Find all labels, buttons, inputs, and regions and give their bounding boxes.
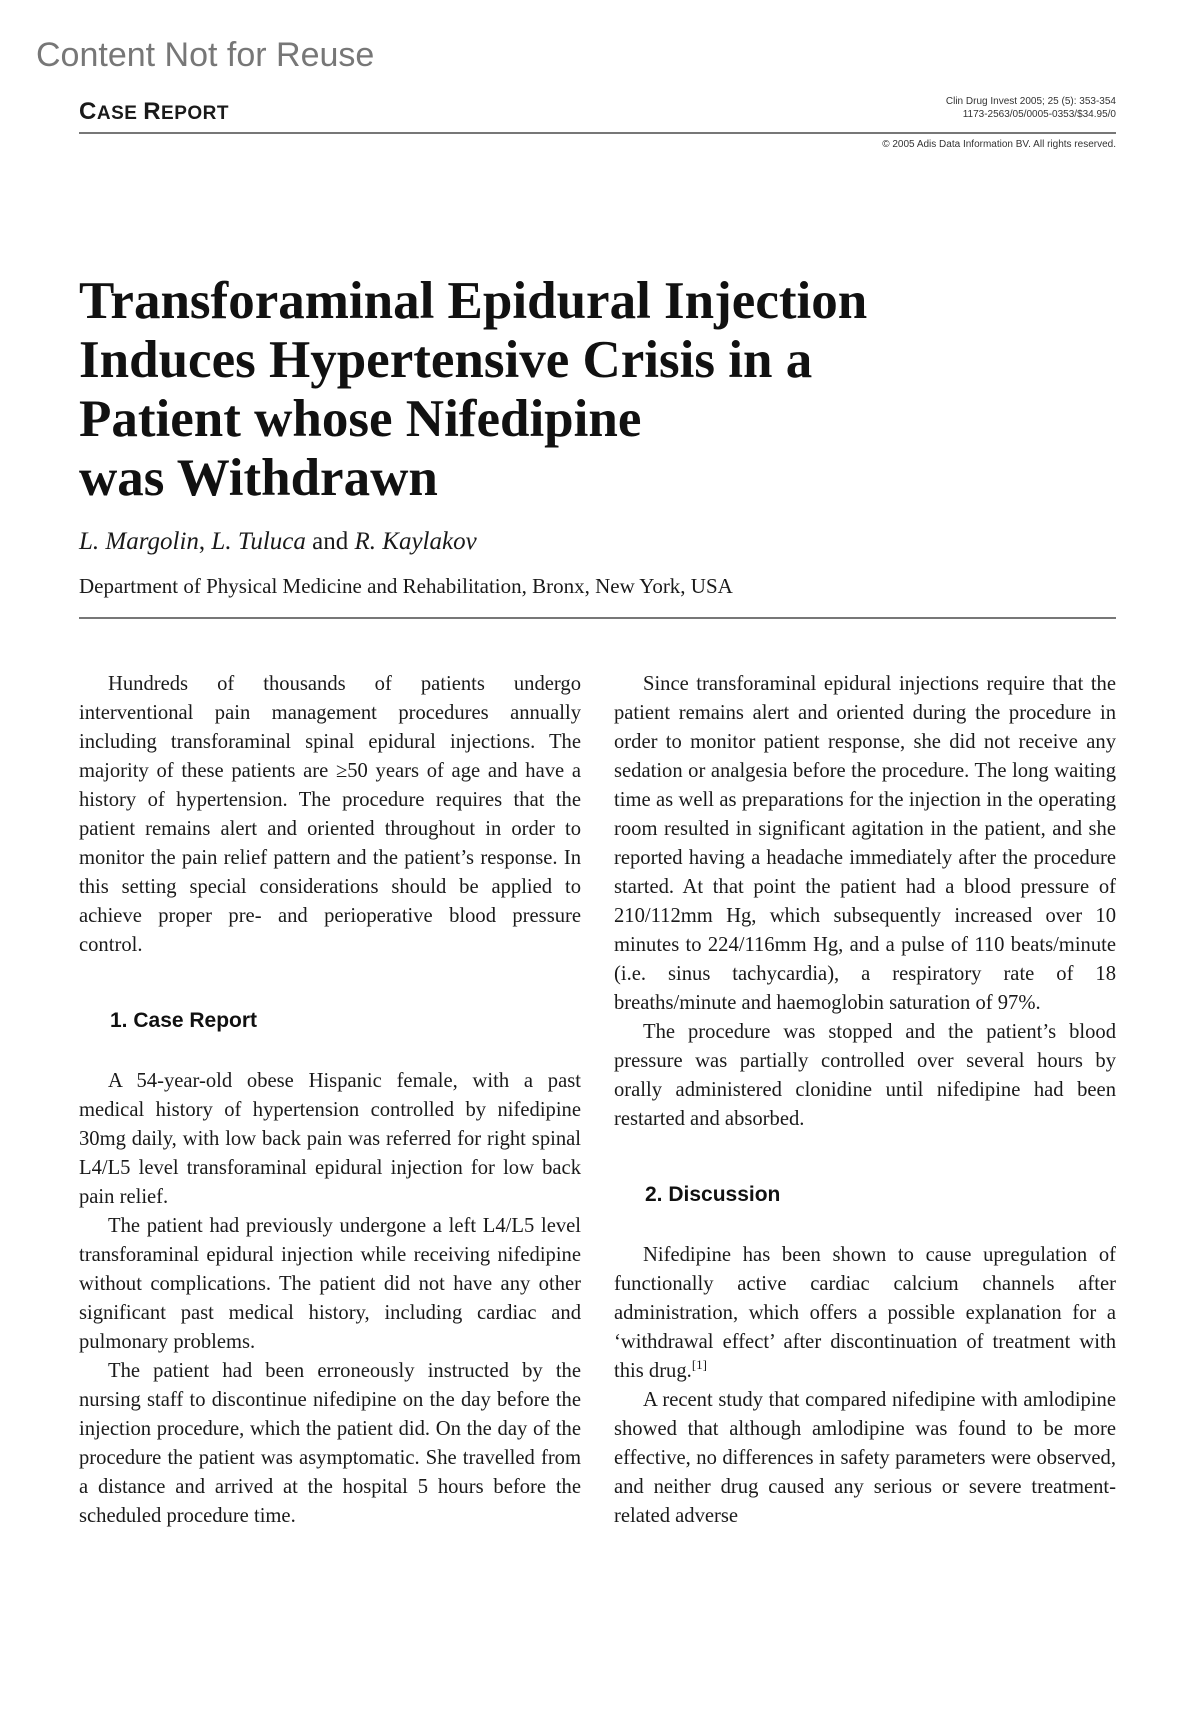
reference-marker: [1] xyxy=(691,1357,707,1373)
author-2: L. Tuluca xyxy=(211,528,306,555)
author-1: L. Margolin xyxy=(79,528,199,555)
discussion-paragraph-1: Nifedipine has been shown to cause upregulation of functionally active cardiac calcium channels after administration, which offers a possible explanation for a ‘withdrawal effect’ after discontinuation of treatment with this drug.[1] xyxy=(614,1244,1116,1382)
copyright-notice: © 2005 Adis Data Information BV. All rights reserved. xyxy=(882,139,1116,150)
left-column xyxy=(79,670,581,1531)
title-block-rule xyxy=(79,617,1116,619)
title-line-4: was Withdrawn xyxy=(79,449,438,507)
title-line-2: Induces Hypertensive Crisis in a xyxy=(79,331,813,389)
discussion-paragraph-2: A recent study that compared nifedipine with amlodipine showed that although amlodipine was found to be more effective, no differences in safety parameters were observed, and neither drug caused any serious or severe treatment-related adverse xyxy=(614,1389,1116,1527)
section-heading-discussion: 2. Discussion xyxy=(645,1183,781,1206)
case-paragraph-4: Since transforaminal epidural injections require that the patient remains alert and oriented during the procedure in order to monitor patient response, she did not receive any sedation or analgesia before the procedure. The long waiting time as well as preparations for the injection in the operating room resulted in significant agitation in the patient, and she reported having a headache immediately after the procedure started. At that point the patient had a blood pressure of 210/112mm Hg, which subsequently increased over 10 minutes to 224/116mm Hg, and a pulse of 110 beats/minute (i.e. sinus tachycardia), a respiratory rate of 18 breaths/minute and haemoglobin saturation of 97%. xyxy=(614,673,1116,1014)
article-title xyxy=(79,272,1059,508)
case-paragraph-5: The procedure was stopped and the patient’s blood pressure was partially controlled over several hours by orally administered clonidine until nifedipine had been restarted and absorbed. xyxy=(614,1021,1116,1130)
case-paragraph-2: The patient had previously undergone a left L4/L5 level transforaminal epidural injection while receiving nifedipine without complications. The patient did not have any other significant past medical history, including cardiac and pulmonary problems. xyxy=(79,1215,581,1353)
intro-paragraph: Hundreds of thousands of patients undergo interventional pain management procedures annually including transforaminal spinal epidural injections. The majority of these patients are ≥50 years of age and have a history of hypertension. The procedure requires that the patient remains alert and oriented throughout in order to monitor the pain relief pattern and the patient’s response. In this setting special considerations should be applied to achieve proper pre- and perioperative blood pressure control. xyxy=(79,673,581,956)
case-paragraph-3: The patient had been erroneously instructed by the nursing staff to discontinue nifedipine on the day before the injection procedure, which the patient did. On the day of the procedure the patient was asymptomatic. She travelled from a distance and arrived at the hospital 5 hours before the scheduled procedure time. xyxy=(79,1360,581,1527)
citation-line-1: Clin Drug Invest 2005; 25 (5): 353-354 xyxy=(945,96,1116,107)
author-3: R. Kaylakov xyxy=(354,528,477,555)
case-paragraph-1: A 54-year-old obese Hispanic female, with a past medical history of hypertension controlled by nifedipine 30mg daily, with low back pain was referred for right spinal L4/L5 level transforaminal epidural injection for low back pain relief. xyxy=(79,1070,581,1208)
article-type-label: CASE REPORT xyxy=(79,98,229,125)
author-list: L. Margolin, L. Tuluca and R. Kaylakov xyxy=(79,528,477,555)
journal-citation xyxy=(946,95,1116,121)
citation-line-2: 1173-2563/05/0005-0353/$34.95/0 xyxy=(962,109,1116,120)
title-line-1: Transforaminal Epidural Injection xyxy=(79,272,868,330)
header-rule xyxy=(79,132,1116,134)
affiliation: Department of Physical Medicine and Rehabilitation, Bronx, New York, USA xyxy=(79,574,733,598)
title-line-3: Patient whose Nifedipine xyxy=(79,390,642,448)
section-heading-case-report: 1. Case Report xyxy=(110,1009,258,1032)
watermark: Content Not for Reuse xyxy=(36,36,375,74)
right-column xyxy=(614,670,1116,1531)
